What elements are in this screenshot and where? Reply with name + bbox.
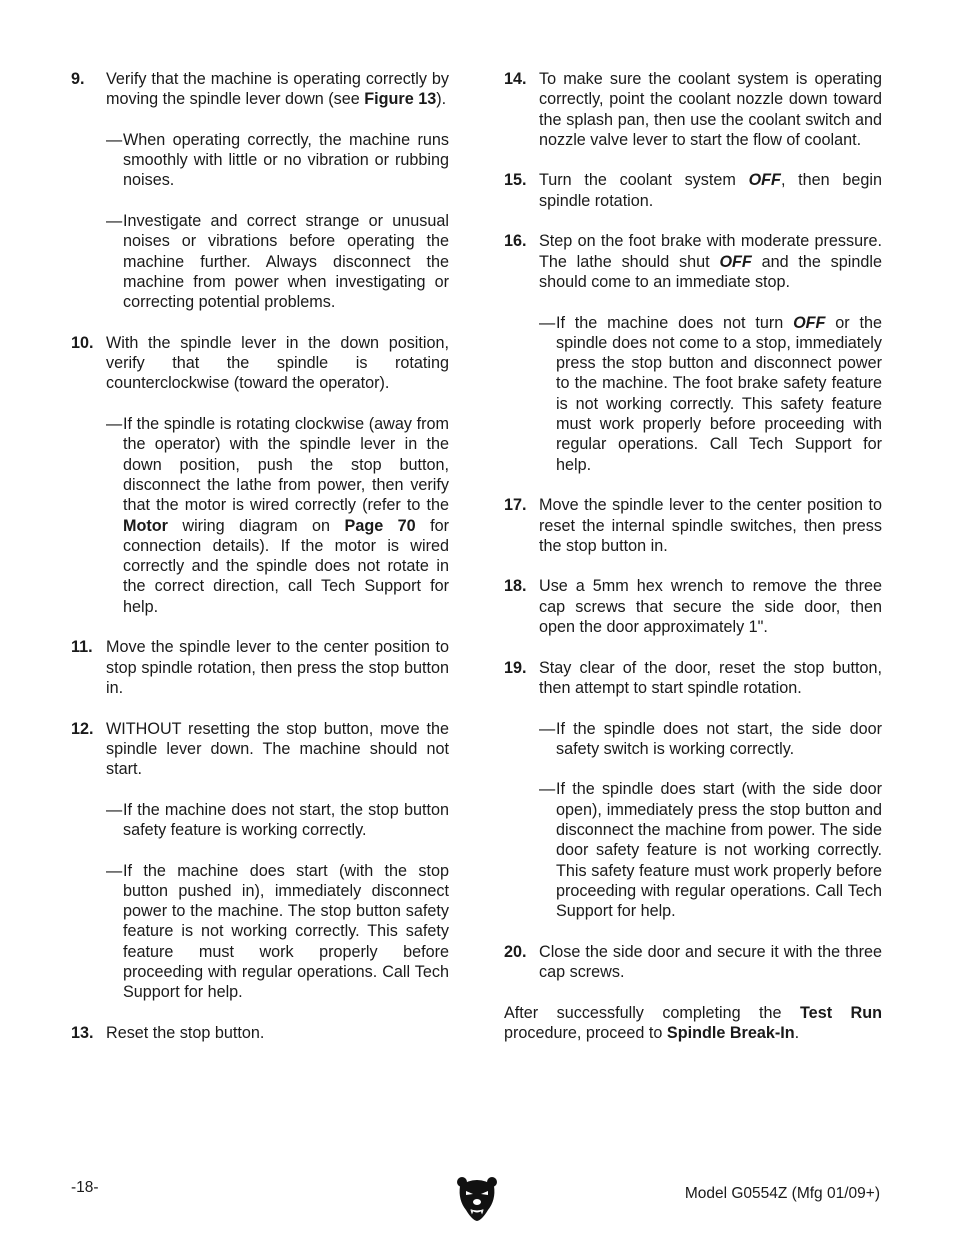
motor-reference: Motor [123, 516, 168, 535]
step-16 [504, 231, 882, 292]
off-label: OFF [793, 313, 826, 332]
step-text: To make sure the coolant system is operating correctly, point the coolant nozzle down toward the splash pan, then use the coolant switch and nozzle valve lever to start the flow of coolant. [539, 70, 882, 149]
step-10 [71, 333, 449, 394]
note-dash: — [106, 800, 123, 819]
step-9 [71, 69, 449, 110]
step-10-note-1 [106, 414, 449, 617]
step-text: Use a 5mm hex wrench to remove the three cap screws that secure the side door, then open the door approximately 1". [539, 577, 882, 637]
closing-text: After successfully completing the [504, 1003, 800, 1022]
step-text: WITHOUT resetting the stop button, move the spindle lever down. The machine should not start. [106, 719, 449, 779]
page-number: -18- [71, 1179, 99, 1196]
step-12-note-1 [106, 800, 449, 841]
step-text: Step on the foot brake with moderate pressure. The lathe should shut [539, 232, 882, 271]
spindle-break-in-reference: Spindle Break-In [666, 1023, 795, 1042]
step-19-note-1 [539, 719, 882, 760]
step-number: 9. [71, 70, 85, 88]
step-14 [504, 69, 882, 150]
step-number: 16. [504, 232, 527, 251]
note-dash: — [106, 130, 123, 149]
note-text: If the machine does not start, the stop button safety feature is working correctly. [123, 800, 449, 839]
note-text: If the machine does not turn [556, 313, 794, 332]
step-number: 11. [71, 638, 93, 657]
step-12 [71, 719, 449, 780]
step-text: and the spindle should come to an immediate stop. [539, 252, 882, 291]
note-dash: — [539, 780, 556, 799]
note-text: If the spindle is rotating clockwise (away from the operator) with the spindle lever in the down position, push the stop button, disconnect the lathe from power, then verify that the motor is wired correctly (refer to the [123, 415, 449, 515]
step-text: With the spindle lever in the down position, verify that the spindle is rotating counterclockwise (toward the operator). [106, 333, 449, 393]
step-text: Reset the stop button. [106, 1023, 265, 1042]
note-text: If the machine does start (with the stop button pushed in), immediately disconnect power to the machine. The stop button safety feature is not working correctly. This safety feature must work properly before proceeding with regular operations. Call Tech Support for help. [123, 861, 449, 1002]
note-text: Investigate and correct strange or unusual noises or vibrations before operating the machine further. Always disconnect the machine from power when investigating or correcting potential problems. [123, 212, 449, 312]
note-text: When operating correctly, the machine runs smoothly with little or no vibration or rubbing noises. [123, 130, 449, 190]
step-number: 18. [504, 577, 527, 596]
note-dash: — [106, 861, 123, 880]
step-number: 12. [71, 719, 94, 738]
step-11 [71, 637, 449, 698]
note-text: or the spindle does not come to a stop, immediately press the stop button and disconnect power to the machine. The foot brake safety feature is not working correctly. This safety feature must work properly before proceeding with regular operations. Call Tech Support for help. [556, 313, 882, 474]
note-text: If the spindle does not start, the side door safety switch is working correctly. [556, 719, 882, 758]
figure-reference: Figure 13 [364, 90, 437, 109]
step-number: 20. [504, 942, 527, 961]
step-15 [504, 170, 882, 211]
note-dash: — [106, 415, 123, 434]
step-text: Close the side door and secure it with the three cap screws. [539, 942, 882, 982]
step-text: Stay clear of the door, reset the stop button, then attempt to start spindle rotation. [539, 658, 882, 697]
step-number: 14. [504, 70, 527, 88]
step-13 [71, 1023, 449, 1043]
step-19-note-2 [539, 779, 882, 921]
note-dash: — [539, 719, 556, 738]
off-label: OFF [719, 252, 752, 271]
step-number: 13. [71, 1023, 94, 1042]
step-text: Turn the coolant system [539, 171, 749, 190]
note-text: If the spindle does start (with the side door open), immediately press the stop button and disconnect the machine from power. The side door safety feature is not working correctly. This safety feature must work properly before proceeding with regular operations. Call Tech Support for help. [556, 780, 882, 921]
step-16-note-1 [539, 313, 882, 475]
step-text: Verify that the machine is operating correctly by moving the spindle lever down (see [106, 70, 449, 109]
bear-head-logo-icon [456, 1176, 498, 1222]
closing-text: . [794, 1023, 800, 1042]
note-dash: — [539, 313, 556, 332]
step-text: Move the spindle lever to the center position to stop spindle rotation, then press the stop button in. [106, 638, 449, 697]
step-number: 10. [71, 333, 94, 352]
note-text: wiring diagram on [167, 516, 345, 535]
step-number: 15. [504, 171, 527, 190]
step-12-note-2 [106, 861, 449, 1003]
left-column [71, 69, 449, 1064]
step-9-note-2 [106, 211, 449, 312]
step-19 [504, 658, 882, 699]
page-reference: Page 70 [344, 516, 416, 535]
note-text: for connection details). If the motor is wired correctly and the spindle does not rotate in the correct direction, call Tech Support for help. [123, 516, 450, 616]
step-number: 19. [504, 658, 527, 677]
note-dash: — [106, 212, 123, 231]
right-column [504, 69, 882, 1064]
test-run-reference: Test Run [800, 1003, 882, 1022]
step-text: Move the spindle lever to the center position to reset the internal spindle switches, then press the stop button in. [539, 496, 882, 555]
step-number: 17. [504, 496, 527, 515]
step-9-note-1 [106, 130, 449, 191]
step-17 [504, 495, 882, 556]
model-label: Model G0554Z (Mfg 01/09+) [684, 1185, 880, 1202]
step-text: , then begin spindle rotation. [539, 171, 883, 210]
step-text-end: ). [436, 90, 447, 109]
closing-text: procedure, proceed to [504, 1023, 667, 1042]
step-18 [504, 576, 882, 637]
off-label: OFF [748, 171, 781, 190]
step-20 [504, 942, 882, 983]
closing-paragraph [504, 1003, 882, 1044]
